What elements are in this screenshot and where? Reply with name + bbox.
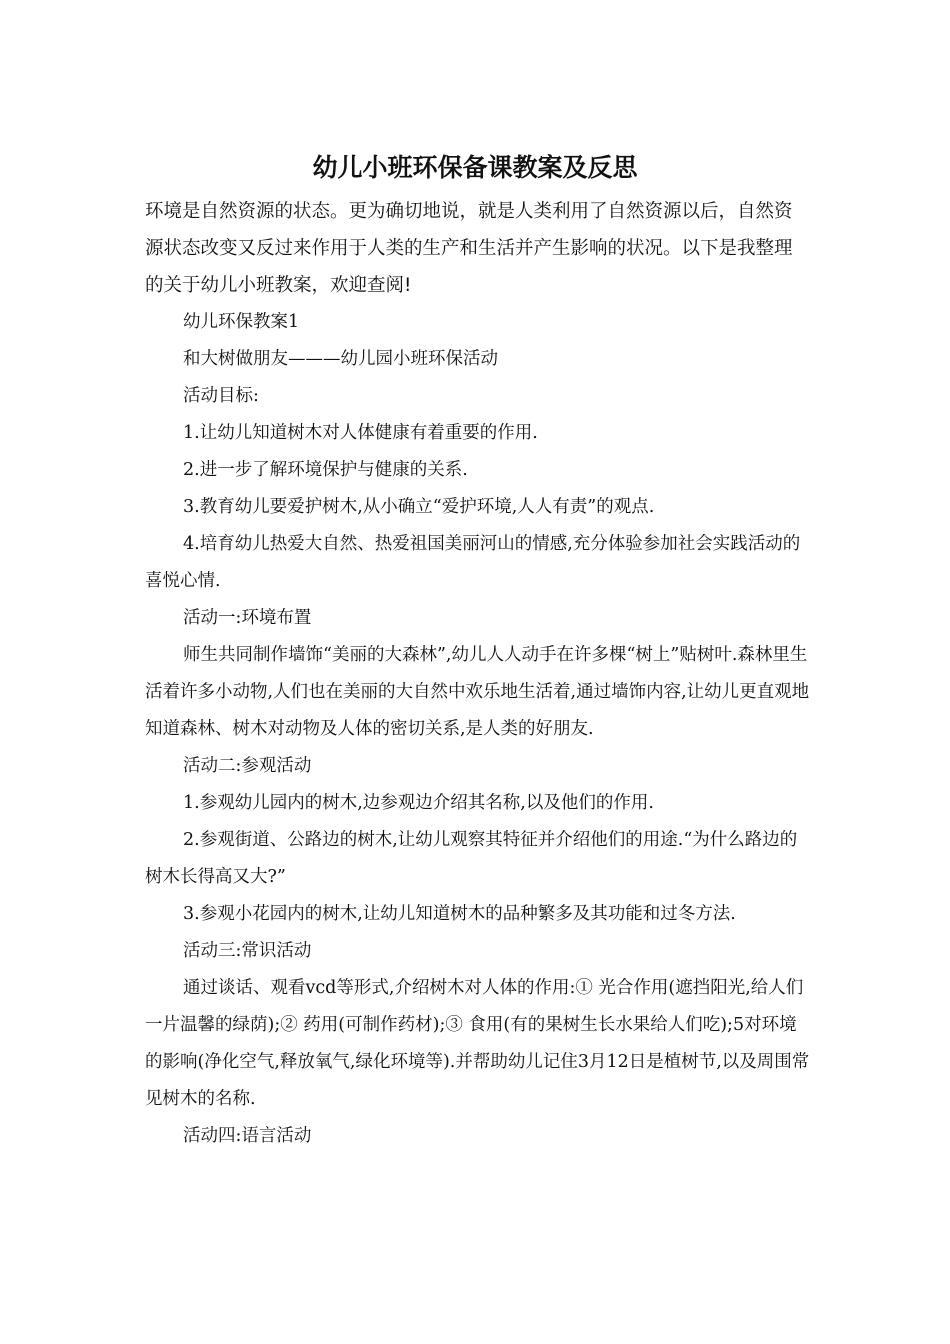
section-goals: 活动目标: bbox=[183, 386, 259, 406]
document-title: 幼儿小班环保备课教案及反思 bbox=[312, 153, 638, 182]
document-body bbox=[145, 193, 810, 1155]
activity-3-body: 通过谈话、观看vcd等形式,介绍树木对人体的作用:① 光合作用(遮挡阳光,给人们一片温馨的绿荫);② 药用(可制作药材);③ 食用(有的果树生长水果给人们吃);5对环境的影响(净化空气,释放氧气,绿化环境等).并帮助幼儿记住3月12日是植树节,以及周围常见树木的名称. bbox=[145, 978, 810, 1109]
activity-2-item: 2.参观街道、公路边的树木,让幼儿观察其特征并介绍他们的用途.“为什么路边的树木长得高又大?” bbox=[145, 830, 798, 887]
goal-item: 4.培育幼儿热爱大自然、热爱祖国美丽河山的情感,充分体验参加社会实践活动的喜悦心情. bbox=[145, 534, 801, 591]
activity-2-item: 3.参观小花园内的树木,让幼儿知道树木的品种繁多及其功能和过冬方法. bbox=[183, 904, 736, 924]
goal-item: 3.教育幼儿要爱护树木,从小确立“爱护环境,人人有责”的观点. bbox=[183, 497, 655, 517]
goal-item: 2.进一步了解环境保护与健康的关系. bbox=[183, 460, 468, 480]
activity-1-body: 师生共同制作墙饰“美丽的大森林”,幼儿人人动手在许多棵“树上”贴树叶.森林里生活着许多小动物,人们也在美丽的大自然中欢乐地生活着,通过墙饰内容,让幼儿更直观地知道森林、树木对动物及人体的密切关系,是人类的好朋友. bbox=[145, 645, 810, 739]
section-activity-1: 活动一:环境布置 bbox=[183, 608, 312, 628]
section-activity-4: 活动四:语言活动 bbox=[183, 1126, 312, 1146]
intro-paragraph: 环境是自然资源的状态。更为确切地说，就是人类利用了自然资源以后，自然资源状态改变又反过来作用于人类的生产和生活并产生影响的状况。以下是我整理的关于幼儿小班教案，欢迎查阅! bbox=[145, 201, 793, 296]
activity-2-item: 1.参观幼儿园内的树木,边参观边介绍其名称,以及他们的作用. bbox=[183, 793, 654, 813]
section-activity-2: 活动二:参观活动 bbox=[183, 756, 312, 776]
section-activity-3: 活动三:常识活动 bbox=[183, 941, 312, 961]
activity-subtitle: 和大树做朋友———幼儿园小班环保活动 bbox=[183, 349, 498, 369]
goal-item: 1.让幼儿知道树木对人体健康有着重要的作用. bbox=[183, 423, 538, 443]
heading-plan-1: 幼儿环保教案1 bbox=[183, 312, 300, 332]
